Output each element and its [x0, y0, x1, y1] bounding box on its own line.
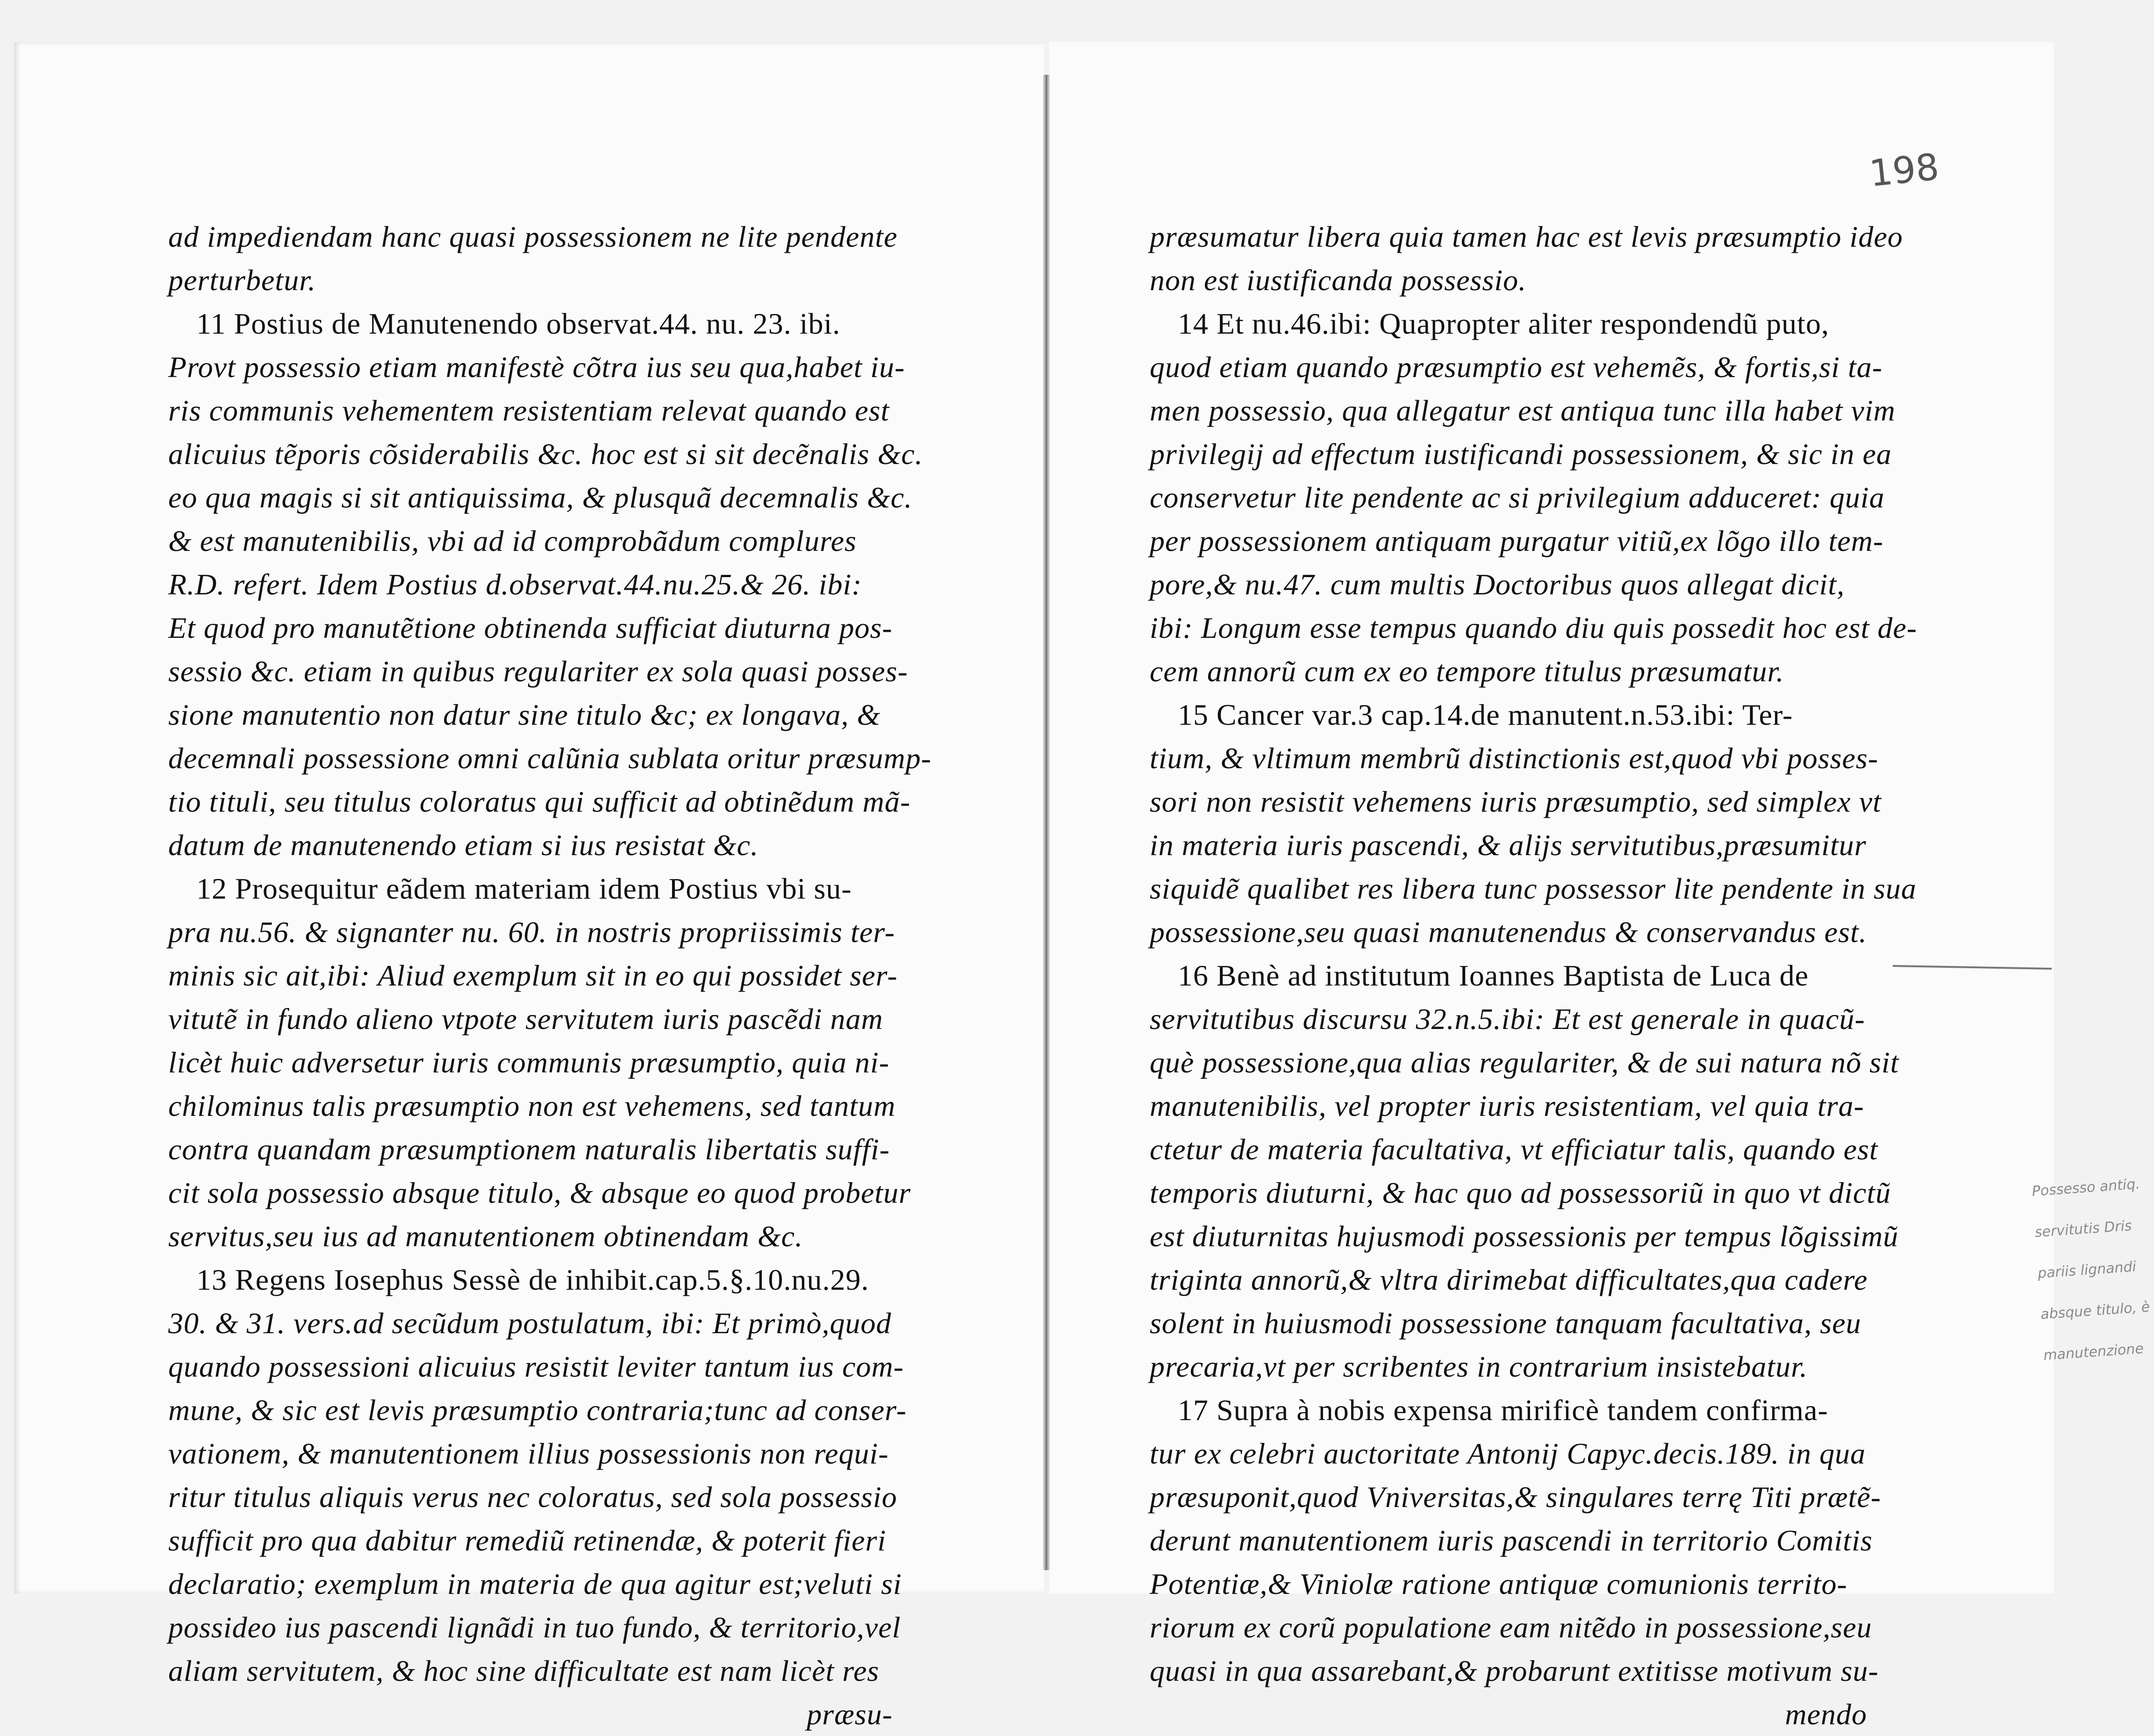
right-page-text	[1150, 215, 1918, 1736]
left-page-line: præsu-	[807, 1698, 893, 1731]
right-page-line: quod etiam quando præsumptio est vehemẽs, & fortis,si ta-	[1150, 350, 1883, 384]
book-gutter	[1043, 75, 1050, 1570]
right-page-line: est diuturnitas hujusmodi possessionis per tempus lõgissimũ	[1150, 1220, 1899, 1253]
left-page-line: mune, & sic est levis præsumptio contraria;tunc ad conser-	[168, 1393, 907, 1427]
right-page-line: triginta annorũ,& vltra dirimebat difficultates,qua cadere	[1150, 1263, 1868, 1296]
left-page-line: cit sola possessio absque titulo, & absque eo quod probetur	[168, 1176, 911, 1209]
right-page-line: derunt manutentionem iuris pascendi in territorio Comitis	[1150, 1524, 1873, 1557]
left-page-line: ris communis vehementem resistentiam relevat quando est	[168, 394, 890, 427]
right-page-line: Potentiæ,& Viniolæ ratione antiquæ comunionis territo-	[1150, 1567, 1847, 1600]
right-page-line: men possessio, qua allegatur est antiqua tunc illa habet vim	[1150, 394, 1896, 427]
left-page-line: contra quandam præsumptionem naturalis libertatis suffi-	[168, 1133, 890, 1166]
left-page-line: licèt huic adversetur iuris communis præsumptio, quia ni-	[168, 1046, 890, 1079]
right-page-line: riorum ex corũ populatione eam nitẽdo in possessione,seu	[1150, 1611, 1872, 1644]
right-page-line: cem annorũ cum ex eo tempore titulus præsumatur.	[1150, 655, 1784, 688]
left-page-line: decemnali possessione omni calũnia sublata oritur præsump-	[168, 742, 932, 775]
right-page-line: ctetur de materia facultativa, vt efficiatur talis, quando est	[1150, 1133, 1878, 1166]
left-page-line: eo qua magis si sit antiquissima, & plusquã decemnalis &c.	[168, 481, 913, 514]
left-page-line: aliam servitutem, & hoc sine difficultate est nam licèt res	[168, 1654, 880, 1687]
left-page-line: minis sic ait,ibi: Aliud exemplum sit in eo qui possidet ser-	[168, 959, 898, 992]
margin-note-line: Possesso antiq.	[2031, 1176, 2140, 1200]
left-page-line: 12 Prosequitur eãdem materiam idem Postius vbi su-	[196, 872, 852, 905]
right-page-line: conservetur lite pendente ac si privilegium adduceret: quia	[1150, 481, 1885, 514]
right-page-line: siquidẽ qualibet res libera tunc possessor lite pendente in sua	[1150, 872, 1917, 905]
margin-note-line: pariis lignandi	[2037, 1258, 2137, 1282]
right-page-line: præsumatur libera quia tamen hac est levis præsumptio ideo	[1150, 220, 1903, 253]
right-page-line: 14 Et nu.46.ibi: Quapropter aliter respondendũ puto,	[1178, 307, 1829, 340]
right-page-line: servitutibus discursu 32.n.5.ibi: Et est generale in quacũ-	[1150, 1002, 1865, 1036]
left-page-line: ritur titulus aliquis verus nec coloratus, sed sola possessio	[168, 1480, 897, 1514]
left-page-line: tio tituli, seu titulus coloratus qui sufficit ad obtinẽdum mã-	[168, 785, 911, 818]
left-page-line: 30. & 31. vers.ad secũdum postulatum, ibi: Et primò,quod	[168, 1307, 892, 1340]
right-page-line: temporis diuturni, & hac quo ad possessoriũ in quo vt dictũ	[1150, 1176, 1891, 1209]
left-page-line: perturbetur.	[168, 264, 316, 297]
right-page-line: solent in huiusmodi possessione tanquam facultativa, seu	[1150, 1307, 1861, 1340]
left-page-line: & est manutenibilis, vbi ad id comprobãdum complures	[168, 524, 857, 557]
left-page-line: datum de manutenendo etiam si ius resistat &c.	[168, 829, 759, 862]
margin-note-line: servitutis Dris	[2034, 1217, 2133, 1241]
left-page-line: sione manutentio non datur sine titulo &c; ex longava, &	[168, 698, 881, 731]
right-page-line: per possessionem antiquam purgatur vitiũ,ex lõgo illo tem-	[1150, 524, 1884, 557]
left-page-line: possideo ius pascendi lignãdi in tuo fundo, & territorio,vel	[168, 1611, 901, 1644]
folio-number: 198	[1867, 146, 1941, 195]
right-page-line: præsuponit,quod Vniversitas,& singulares terrę Titi prætẽ-	[1150, 1480, 1882, 1514]
left-page-line: servitus,seu ius ad manutentionem obtinendam &c.	[168, 1220, 803, 1253]
left-page-line: R.D. refert. Idem Postius d.observat.44.nu.25.& 26. ibi:	[168, 568, 862, 601]
left-page-line: alicuius tẽporis cõsiderabilis &c. hoc est si sit decẽnalis &c.	[168, 437, 923, 471]
right-page-line: què possessione,qua alias regulariter, & de sui natura nõ sit	[1150, 1046, 1899, 1079]
right-page-line: sori non resistit vehemens iuris præsumptio, sed simplex vt	[1150, 785, 1882, 818]
left-page-line: declaratio; exemplum in materia de qua agitur est;veluti si	[168, 1567, 902, 1600]
right-page-line: pore,& nu.47. cum multis Doctoribus quos allegat dicit,	[1150, 568, 1845, 601]
right-page-line: privilegij ad effectum iustificandi possessionem, & sic in ea	[1150, 437, 1892, 471]
left-page-line: vitutẽ in fundo alieno vtpote servitutem iuris pascẽdi nam	[168, 1002, 883, 1036]
left-page-line: Et quod pro manutẽtione obtinenda sufficiat diuturna pos-	[168, 611, 893, 644]
right-page-line: 17 Supra à nobis expensa mirificè tandem confirma-	[1178, 1393, 1828, 1427]
right-page-line: non est iustificanda possessio.	[1150, 264, 1527, 297]
margin-handwritten-note	[2031, 1166, 2151, 1377]
right-page-line: precaria,vt per scribentes in contrarium insistebatur.	[1150, 1350, 1808, 1383]
right-page-line: mendo	[1785, 1698, 1867, 1731]
left-page-line: quando possessioni alicuius resistit leviter tantum ius com-	[168, 1350, 904, 1383]
left-page-line: sessio &c. etiam in quibus regulariter ex sola quasi posses-	[168, 655, 908, 688]
right-page-line: tur ex celebri auctoritate Antonij Capyc.decis.189. in qua	[1150, 1437, 1866, 1470]
left-page-line: 13 Regens Iosephus Sessè de inhibit.cap.5.§.10.nu.29.	[196, 1263, 869, 1296]
left-page-line: pra nu.56. & signanter nu. 60. in nostris propriissimis ter-	[168, 915, 895, 949]
left-page-line: 11 Postius de Manutenendo observat.44. nu. 23. ibi.	[196, 307, 841, 340]
left-page-line: sufficit pro qua dabitur remediũ retinendæ, & poterit fieri	[168, 1524, 887, 1557]
right-page-line: quasi in qua assarebant,& probarunt extitisse motivum su-	[1150, 1654, 1879, 1687]
margin-note-line: absque titulo, è	[2040, 1299, 2151, 1323]
left-page-line: ad impediendam hanc quasi possessionem ne lite pendente	[168, 220, 898, 253]
right-page-line: ibi: Longum esse tempus quando diu quis possedit hoc est de-	[1150, 611, 1918, 644]
right-page-line: in materia iuris pascendi, & alijs servitutibus,præsumitur	[1150, 829, 1867, 862]
right-page-line: manutenibilis, vel propter iuris resistentiam, vel quia tra-	[1150, 1089, 1864, 1122]
left-page-text	[168, 215, 932, 1736]
left-page-line: vationem, & manutentionem illius possessionis non requi-	[168, 1437, 889, 1470]
right-page-line: 15 Cancer var.3 cap.14.de manutent.n.53.ibi: Ter-	[1178, 698, 1793, 731]
left-page-line: Provt possessio etiam manifestè cõtra ius seu qua,habet iu-	[168, 350, 905, 384]
left-page-line: chilominus talis præsumptio non est vehemens, sed tantum	[168, 1089, 896, 1122]
right-page-line: tium, & vltimum membrũ distinctionis est,quod vbi posses-	[1150, 742, 1879, 775]
right-page-line: possessione,seu quasi manutenendus & conservandus est.	[1150, 915, 1867, 949]
margin-note-line: manutenzione	[2043, 1340, 2144, 1364]
right-page-line: 16 Benè ad institutum Ioannes Baptista de Luca de	[1178, 959, 1809, 992]
